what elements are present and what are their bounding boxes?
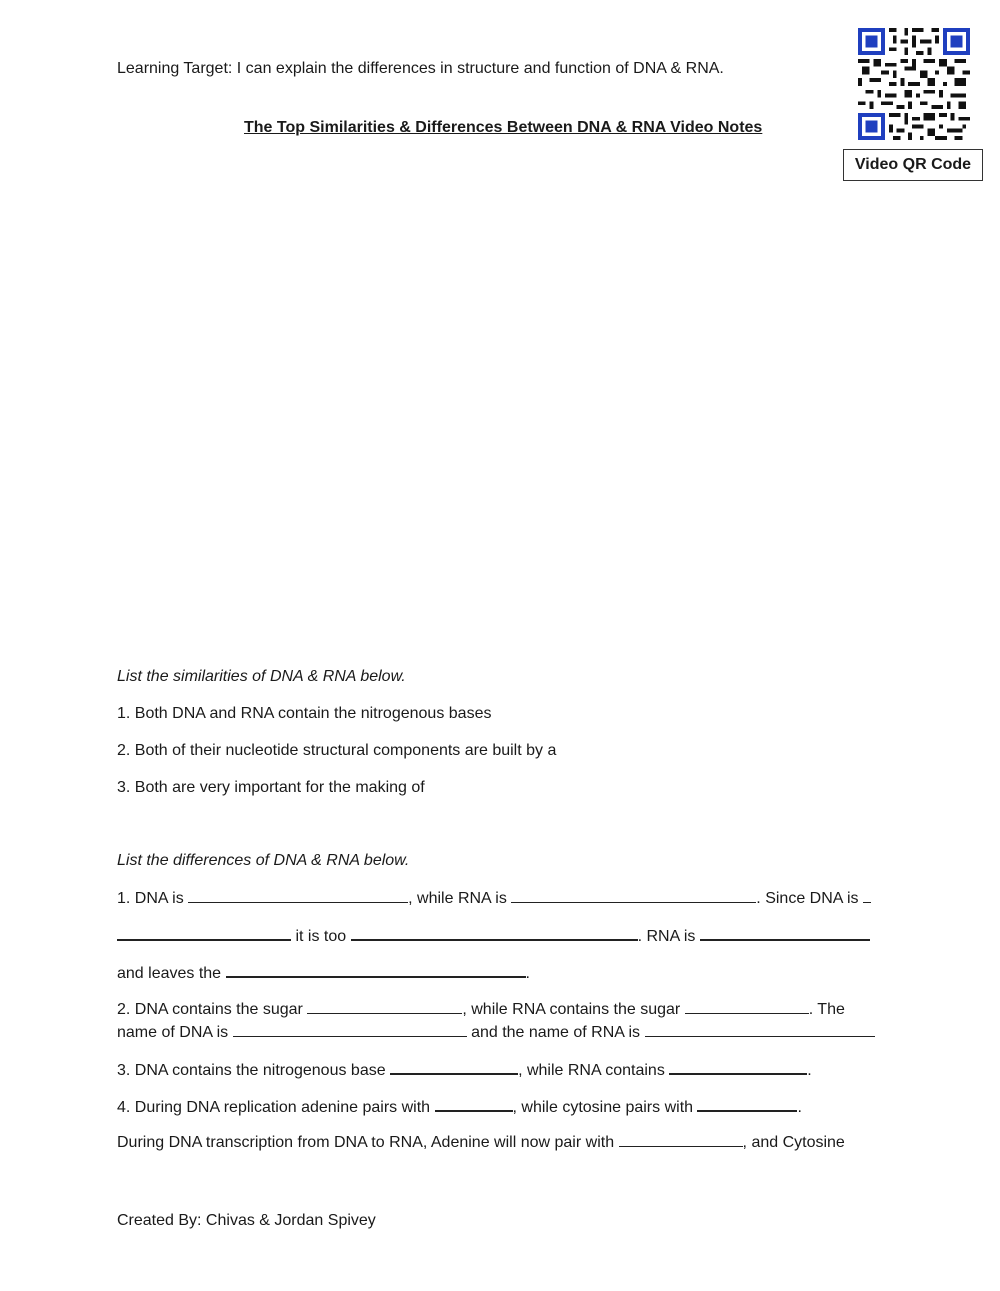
blank-rna-base[interactable] (669, 1059, 807, 1075)
blank-rna-is-2[interactable] (700, 925, 870, 941)
blank-dna-sugar[interactable] (307, 999, 462, 1014)
similarity-item-2: 2. Both of their nucleotide structural components are built by a (117, 742, 557, 759)
difference-2-line-1 (117, 999, 845, 1019)
difference-4-text-e: , and Cytosine (742, 1134, 845, 1151)
difference-3-line (117, 1059, 812, 1080)
difference-1-text-b: , while RNA is (408, 890, 507, 907)
difference-3-text-c: . (807, 1062, 812, 1079)
blank-leaves-the[interactable] (226, 962, 526, 978)
blank-rna-sugar[interactable] (685, 999, 809, 1014)
blank-since-dna-is-cont[interactable] (117, 925, 291, 941)
similarity-item-1: 1. Both DNA and RNA contain the nitrogenous bases (117, 705, 492, 722)
difference-3-text-a: 3. DNA contains the nitrogenous base (117, 1062, 386, 1079)
difference-1-text-c: . Since DNA is (756, 890, 859, 907)
difference-4-text-a: 4. During DNA replication adenine pairs with (117, 1099, 431, 1116)
difference-1-text-g: . (525, 965, 530, 982)
difference-2-line-2 (117, 1022, 875, 1042)
qr-code-icon[interactable] (858, 28, 970, 140)
difference-1-text-f: and leaves the (117, 965, 222, 982)
differences-heading: List the differences of DNA & RNA below. (117, 852, 410, 869)
difference-2-text-b: , while RNA contains the sugar (462, 1001, 681, 1018)
blank-cytosine-pairs[interactable] (697, 1096, 797, 1112)
difference-4-text-c: . (797, 1099, 802, 1116)
difference-2-text-d: name of DNA is (117, 1024, 229, 1041)
difference-1-line-3 (117, 962, 530, 983)
blank-rna-is[interactable] (511, 888, 756, 903)
difference-1-text-d: it is too (295, 928, 347, 945)
difference-3-text-b: , while RNA contains (518, 1062, 665, 1079)
blank-dna-name[interactable] (233, 1022, 467, 1037)
difference-4-line-2 (117, 1132, 845, 1152)
difference-1-line-2 (117, 925, 870, 946)
difference-2-text-a: 2. DNA contains the sugar (117, 1001, 303, 1018)
difference-1-line-1 (117, 888, 871, 908)
blank-transcription-adenine[interactable] (619, 1132, 743, 1147)
blank-rna-name[interactable] (645, 1022, 875, 1037)
blank-it-is-too[interactable] (351, 925, 638, 941)
blank-dna-base[interactable] (390, 1059, 518, 1075)
page-title: The Top Similarities & Differences Between DNA & RNA Video Notes (244, 119, 763, 136)
credit-line: Created By: Chivas & Jordan Spivey (117, 1212, 376, 1229)
difference-2-text-e: and the name of RNA is (471, 1024, 641, 1041)
qr-code-label: Video QR Code (843, 149, 983, 181)
difference-4-text-b: , while cytosine pairs with (512, 1099, 694, 1116)
difference-4-line-1 (117, 1096, 802, 1117)
similarity-item-3: 3. Both are very important for the making of (117, 779, 425, 796)
difference-1-text-e: . RNA is (637, 928, 696, 945)
difference-2-text-c: . The (808, 1001, 845, 1018)
blank-adenine-pairs[interactable] (435, 1096, 513, 1112)
blank-since-dna-is[interactable] (863, 888, 871, 903)
difference-4-text-d: During DNA transcription from DNA to RNA, Adenine will now pair with (117, 1134, 615, 1151)
blank-dna-is[interactable] (188, 888, 408, 903)
difference-1-text-a: 1. DNA is (117, 890, 184, 907)
similarities-heading: List the similarities of DNA & RNA below. (117, 668, 406, 685)
learning-target: Learning Target: I can explain the differences in structure and function of DNA & RNA. (117, 60, 724, 77)
